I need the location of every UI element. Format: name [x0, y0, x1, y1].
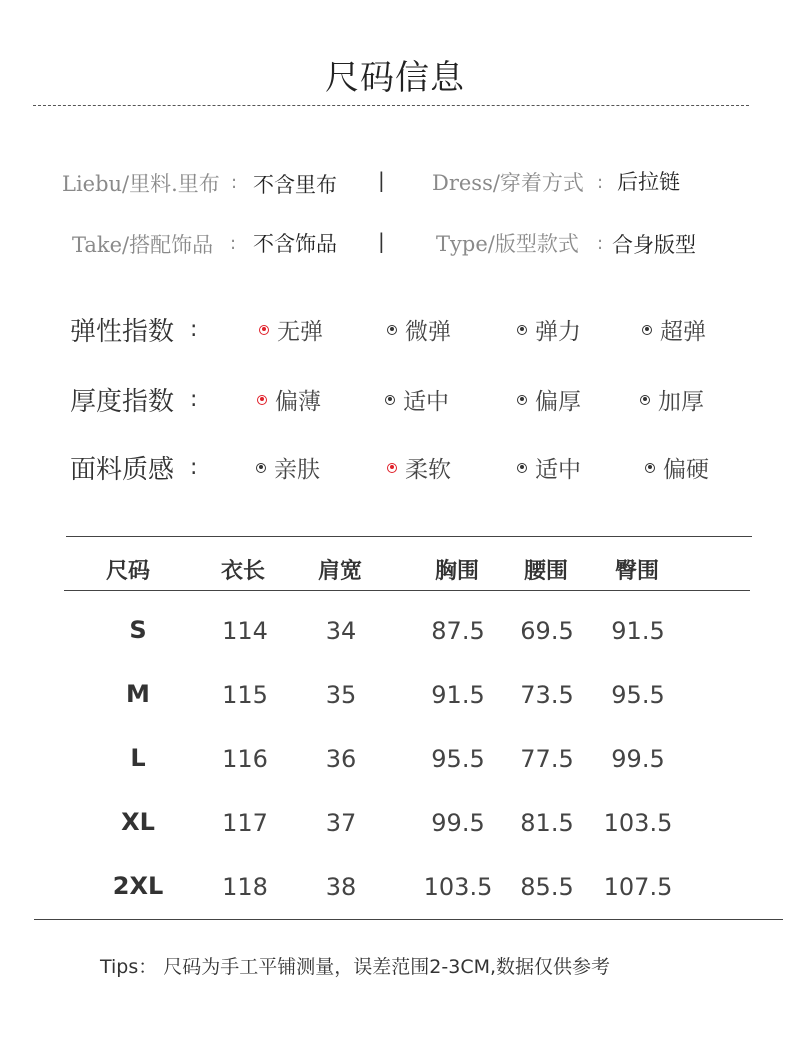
waist-cell: 73.5: [520, 681, 574, 709]
option-elasticity-3[interactable]: [517, 313, 581, 346]
shoulder-cell: 34: [325, 617, 357, 645]
option-thickness-1[interactable]: [257, 383, 321, 416]
option-thickness-2[interactable]: [385, 383, 449, 416]
radio-selected-icon: [257, 395, 267, 405]
shoulder-cell: 36: [325, 745, 357, 773]
radio-icon: [517, 463, 527, 473]
option-label: 柔软: [405, 457, 451, 483]
option-label: 微弹: [405, 319, 451, 345]
table-header-waist: 腰围: [524, 558, 569, 584]
info-value-type: 合身版型: [612, 233, 696, 257]
info-value-take: 不含饰品: [253, 232, 337, 256]
size-cell: M: [126, 680, 150, 708]
option-elasticity-1[interactable]: [259, 313, 323, 346]
info-label-dress: Dress/穿着方式: [432, 171, 584, 195]
radio-icon: [517, 395, 527, 405]
option-label: 适中: [403, 389, 449, 415]
bust-cell: 87.5: [431, 617, 485, 645]
page-title: 尺码信息: [325, 58, 465, 98]
radio-selected-icon: [387, 463, 397, 473]
option-label: 偏薄: [275, 389, 321, 415]
option-label: 偏硬: [663, 457, 709, 483]
bust-cell: 95.5: [431, 745, 485, 773]
option-label: 亲肤: [274, 457, 320, 483]
property-label-texture: 面料质感: [70, 455, 175, 485]
length-cell: 115: [222, 681, 268, 709]
waist-cell: 77.5: [520, 745, 574, 773]
radio-icon: [387, 325, 397, 335]
option-label: 弹力: [535, 319, 581, 345]
radio-icon: [256, 463, 266, 473]
shoulder-cell: 37: [325, 809, 357, 837]
info-value-lining: 不含里布: [253, 173, 337, 197]
table-header-rule: [64, 590, 750, 591]
property-colon: :: [190, 387, 198, 412]
radio-icon: [645, 463, 655, 473]
option-label: 适中: [535, 457, 581, 483]
option-elasticity-4[interactable]: [642, 313, 706, 346]
waist-cell: 85.5: [520, 873, 574, 901]
size-cell: XL: [121, 808, 155, 836]
option-thickness-3[interactable]: [517, 383, 581, 416]
shoulder-cell: 35: [325, 681, 357, 709]
hip-cell: 99.5: [611, 745, 665, 773]
radio-icon: [385, 395, 395, 405]
property-colon: :: [190, 455, 198, 480]
option-label: 加厚: [658, 389, 704, 415]
option-thickness-4[interactable]: [640, 383, 704, 416]
size-cell: S: [129, 616, 147, 644]
waist-cell: 81.5: [520, 809, 574, 837]
option-label: 超弹: [660, 319, 706, 345]
info-colon: :: [597, 172, 604, 193]
radio-icon: [642, 325, 652, 335]
table-header-size: 尺码: [106, 558, 151, 584]
property-label-elasticity: 弹性指数: [70, 317, 175, 347]
length-cell: 114: [222, 617, 268, 645]
bust-cell: 103.5: [423, 873, 493, 901]
info-label-lining: Liebu/里料.里布: [62, 172, 220, 196]
option-label: 偏厚: [535, 389, 581, 415]
length-cell: 118: [222, 873, 268, 901]
tips-note: Tips： 尺码为手工平铺测量，误差范围2-3CM,数据仅供参考: [100, 956, 611, 978]
property-colon: :: [190, 317, 198, 342]
hip-cell: 95.5: [611, 681, 665, 709]
table-top-rule: [66, 536, 752, 537]
hip-cell: 91.5: [611, 617, 665, 645]
hip-cell: 103.5: [603, 809, 673, 837]
size-cell: L: [130, 744, 146, 772]
bust-cell: 99.5: [431, 809, 485, 837]
waist-cell: 69.5: [520, 617, 574, 645]
option-label: 无弹: [277, 319, 323, 345]
option-texture-2[interactable]: [387, 451, 451, 484]
table-header-length: 衣长: [221, 558, 266, 584]
title-divider: [33, 105, 749, 106]
size-cell: 2XL: [112, 872, 164, 900]
bust-cell: 91.5: [431, 681, 485, 709]
length-cell: 117: [222, 809, 268, 837]
table-bottom-rule: [34, 919, 783, 920]
info-colon: :: [597, 233, 604, 254]
info-label-take: Take/搭配饰品: [72, 233, 214, 257]
info-value-dress: 后拉链: [617, 170, 680, 194]
property-label-thickness: 厚度指数: [70, 387, 175, 417]
radio-selected-icon: [259, 325, 269, 335]
table-header-hip: 臀围: [615, 558, 660, 584]
radio-icon: [640, 395, 650, 405]
info-colon: :: [230, 233, 237, 254]
info-colon: :: [231, 172, 238, 193]
hip-cell: 107.5: [603, 873, 673, 901]
shoulder-cell: 38: [325, 873, 357, 901]
radio-icon: [517, 325, 527, 335]
info-label-type: Type/版型款式: [436, 232, 579, 256]
option-texture-3[interactable]: [517, 451, 581, 484]
table-header-shoulder: 肩宽: [318, 558, 363, 584]
info-separator: |: [378, 168, 385, 192]
info-separator: |: [378, 229, 385, 253]
option-texture-4[interactable]: [645, 451, 709, 484]
option-texture-1[interactable]: [256, 451, 320, 484]
option-elasticity-2[interactable]: [387, 313, 451, 346]
length-cell: 116: [222, 745, 268, 773]
table-header-bust: 胸围: [435, 558, 480, 584]
